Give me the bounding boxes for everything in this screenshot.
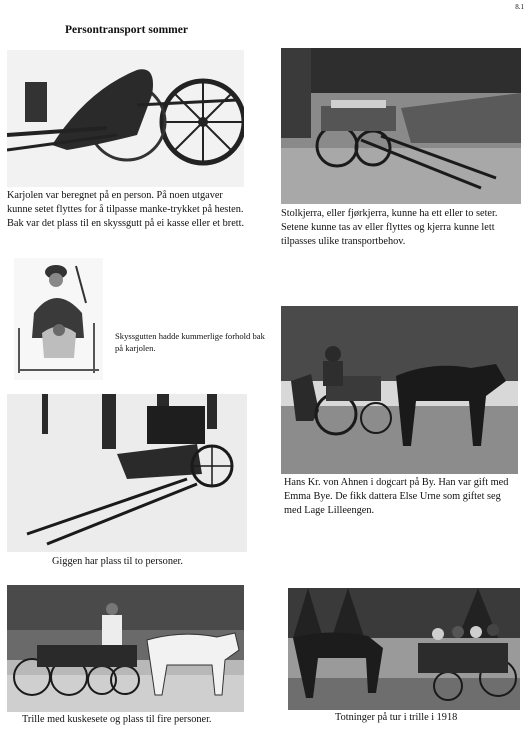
page-title: Persontransport sommer: [65, 24, 188, 36]
karjol-caption: Karjolen var beregnet på en person. På noen utgaver kunne setet flyttes for å tilpasse manke-trykket på hesten. Bak var det plass til en skyssgutt på ei kasse eller et brett.: [7, 190, 245, 229]
giggen-photo: [7, 394, 247, 552]
page-number: 8.1: [515, 3, 524, 11]
karjol-photo: [7, 50, 244, 187]
giggen-caption: Giggen har plass til to personer.: [52, 556, 183, 567]
skyssgutt-photo: [14, 258, 103, 380]
skyssgutt-caption: Skyssgutten hadde kummerlige forhold bak på karjolen.: [115, 331, 265, 353]
dogcart-photo: [281, 306, 518, 474]
dogcart-caption: Hans Kr. von Ahnen i dogcart på By. Han var gift med Emma Bye. De fikk dattera Else Urne som giftet seg med Lage Lilleengen.: [284, 477, 509, 516]
trille-kusk-photo: [7, 585, 244, 712]
totninger-caption: Totninger på tur i trille i 1918: [335, 712, 458, 723]
stolkjerra-caption: Stolkjerra, eller fjørkjerra, kunne ha ett eller to seter. Setene kunne tas av eller flyttes og kjerra kunne lett tilpasses ulike transportbehov.: [281, 208, 498, 247]
trille-kusk-caption: Trille med kuskesete og plass til fire personer.: [22, 714, 212, 725]
totninger-photo: [288, 588, 520, 710]
stolkjerra-photo: [281, 48, 521, 204]
